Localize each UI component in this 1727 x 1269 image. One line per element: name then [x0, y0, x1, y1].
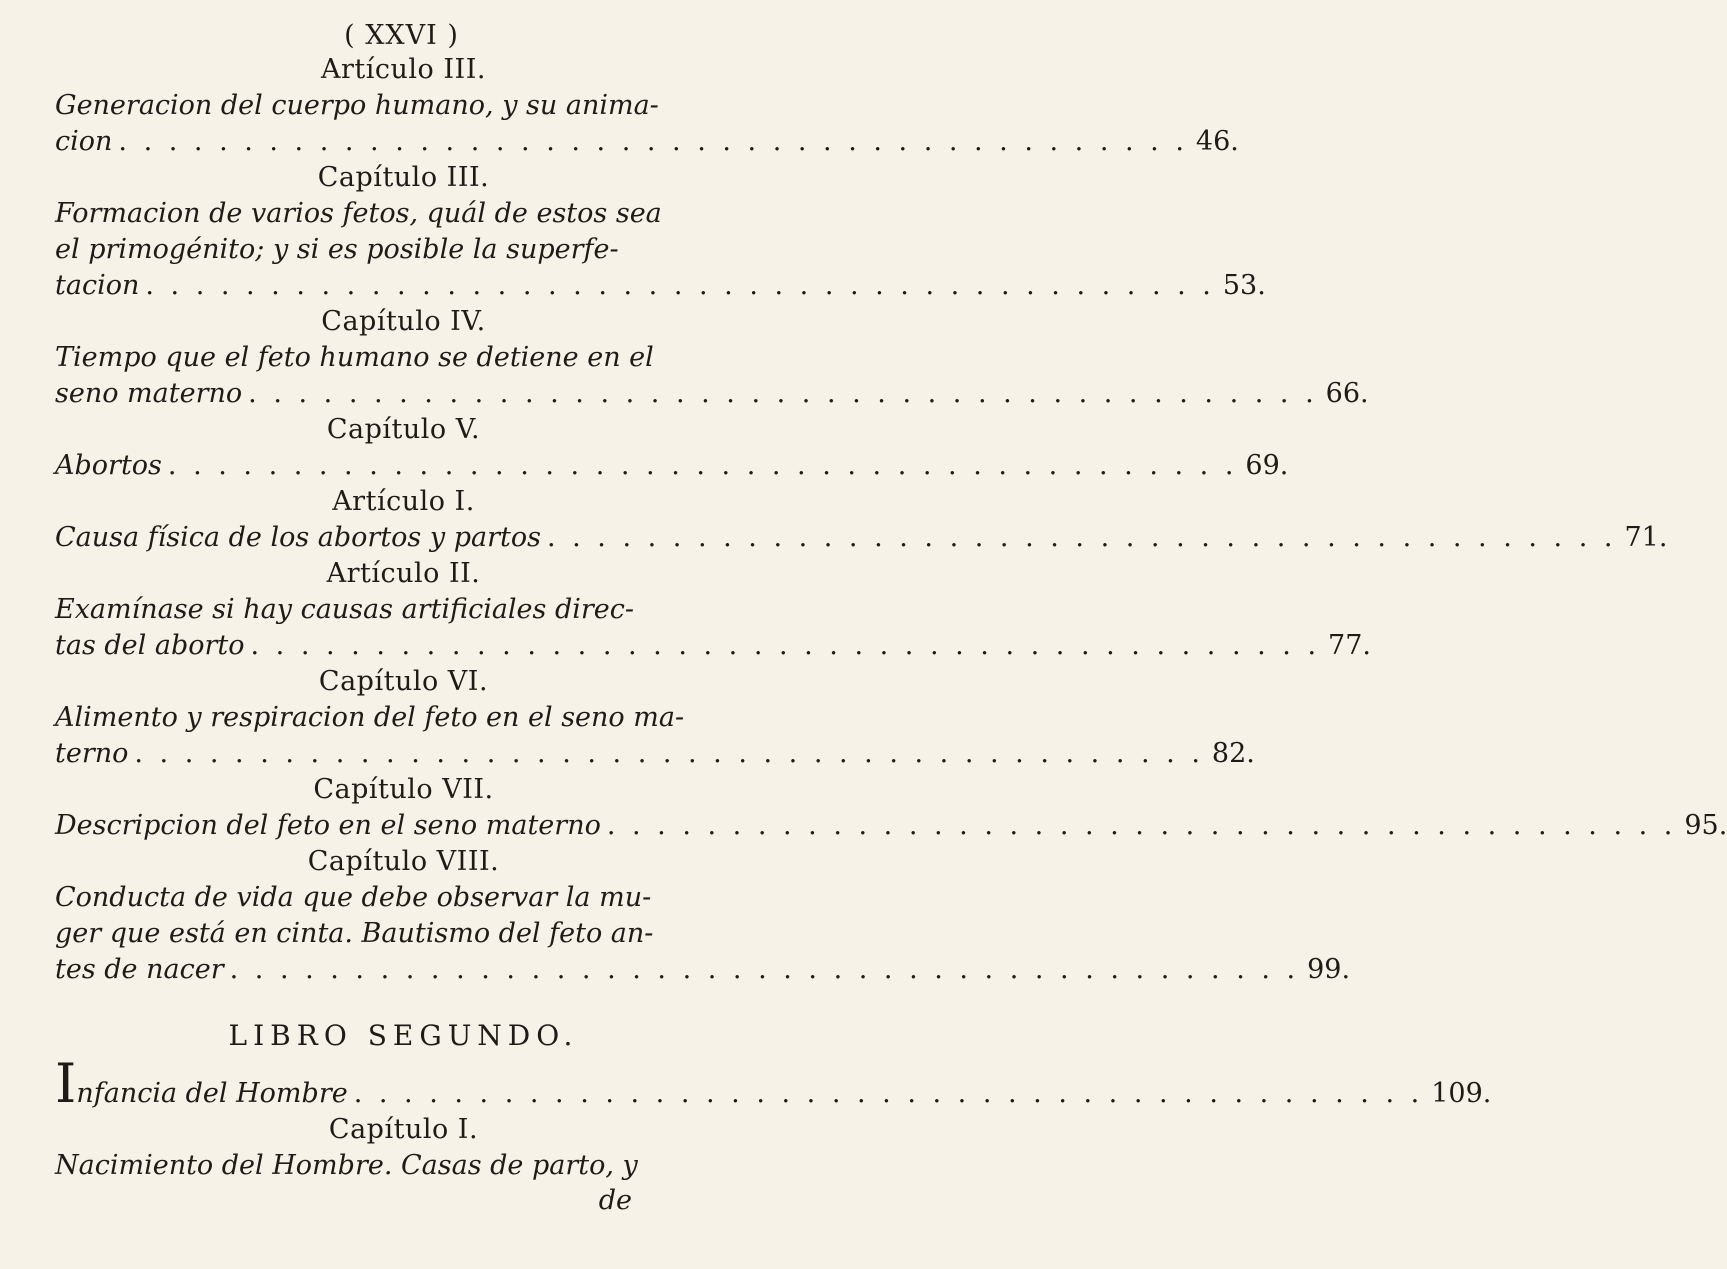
section-heading: Capítulo VI. — [318, 666, 489, 697]
toc-entry — [55, 1052, 1492, 1115]
page-number: 95. — [1684, 810, 1727, 841]
page-number: 69. — [1245, 450, 1289, 481]
toc-entry — [55, 700, 1255, 772]
section-heading: Capítulo VIII. — [307, 846, 500, 877]
table-of-contents — [55, 52, 1727, 988]
section-heading: Capítulo III. — [317, 162, 490, 193]
entry-line: Nacimiento del Hombre. Casas de parto, y — [55, 1150, 638, 1181]
entry-line: tas del aborto — [55, 630, 245, 661]
running-head: ( XXVI ) — [344, 20, 459, 51]
section-heading: Artículo II. — [326, 558, 481, 589]
leader-dots: . . . . . . . . . . . . . . . . . . . . . . . . . . . . . . . . . . . . . . . . . . . — [118, 126, 1188, 157]
page-number: 82. — [1211, 738, 1255, 769]
entry-line: Descripcion del feto en el seno materno — [55, 810, 601, 841]
page-number: 53. — [1222, 270, 1266, 301]
toc-entry — [55, 520, 1668, 556]
drop-cap: I — [55, 1052, 77, 1115]
section-heading: Capítulo I. — [328, 1114, 479, 1145]
page-number: 71. — [1624, 522, 1668, 553]
entry-line: nfancia del Hombre — [76, 1078, 348, 1109]
entry-line: Alimento y respiracion del feto en el seno ma- — [55, 702, 685, 733]
leader-dots: . . . . . . . . . . . . . . . . . . . . . . . . . . . . . . . . . . . . . . . . . . . — [353, 1078, 1424, 1109]
entry-line: seno materno — [55, 378, 243, 409]
toc-entry — [55, 88, 1239, 160]
page-number: 66. — [1325, 378, 1369, 409]
leader-dots: . . . . . . . . . . . . . . . . . . . . . . . . . . . . . . . . . . . . . . . . . . . — [250, 630, 1321, 661]
entry-line: tacion — [55, 270, 140, 301]
entry-line: Abortos — [55, 450, 162, 481]
section-heading: Capítulo VII. — [313, 774, 494, 805]
leader-dots: . . . . . . . . . . . . . . . . . . . . . . . . . . . . . . . . . . . . . . . . . . . — [145, 270, 1215, 301]
leader-dots: . . . . . . . . . . . . . . . . . . . . . . . . . . . . . . . . . . . . . . . . . . . — [167, 450, 1238, 481]
toc-entry — [55, 592, 1371, 664]
catchword: de — [598, 1185, 632, 1216]
section-heading: Capítulo IV. — [321, 306, 486, 337]
leader-dots: . . . . . . . . . . . . . . . . . . . . . . . . . . . . . . . . . . . . . . . . . . . — [134, 738, 1204, 769]
table-of-contents-part2 — [55, 1052, 1492, 1184]
page-number: 99. — [1307, 954, 1351, 985]
leader-dots: . . . . . . . . . . . . . . . . . . . . . . . . . . . . . . . . . . . . . . . . . . . — [229, 954, 1300, 985]
entry-line: terno — [55, 738, 129, 769]
entry-line: Examínase si hay causas artificiales direc- — [55, 594, 635, 625]
toc-entry — [55, 196, 1266, 304]
toc-entry — [55, 880, 1351, 988]
leader-dots: . . . . . . . . . . . . . . . . . . . . . . . . . . . . . . . . . . . . . . . . . . . — [248, 378, 1318, 409]
entry-line: tes de nacer — [55, 954, 224, 985]
section-heading: Artículo III. — [321, 54, 486, 85]
page-number: 109. — [1431, 1078, 1492, 1109]
book-heading: LIBRO SEGUNDO. — [228, 1019, 579, 1052]
toc-entry — [55, 1148, 752, 1184]
entry-line: ger que está en cinta. Bautismo del feto an- — [55, 918, 654, 949]
page-number: 77. — [1328, 630, 1371, 661]
section-heading: Capítulo V. — [326, 414, 481, 445]
entry-line: Formacion de varios fetos, quál de estos sea — [55, 198, 662, 229]
section-heading: Artículo I. — [332, 486, 475, 517]
entry-line: cion — [55, 126, 113, 157]
toc-entry — [55, 340, 1369, 412]
entry-line: Causa física de los abortos y partos — [55, 522, 541, 553]
page-number: 46. — [1195, 126, 1239, 157]
entry-line: Conducta de vida que debe observar la mu- — [55, 882, 652, 913]
leader-dots: . . . . . . . . . . . . . . . . . . . . . . . . . . . . . . . . . . . . . . . . . . . — [606, 810, 1677, 841]
entry-line: Generacion del cuerpo humano, y su anima- — [55, 90, 659, 121]
leader-dots: . . . . . . . . . . . . . . . . . . . . . . . . . . . . . . . . . . . . . . . . . . . — [546, 522, 1617, 553]
entry-line: el primogénito; y si es posible la superfe- — [55, 234, 619, 265]
toc-entry — [55, 448, 1289, 484]
entry-line: Tiempo que el feto humano se detiene en el — [55, 342, 654, 373]
toc-entry — [55, 808, 1727, 844]
